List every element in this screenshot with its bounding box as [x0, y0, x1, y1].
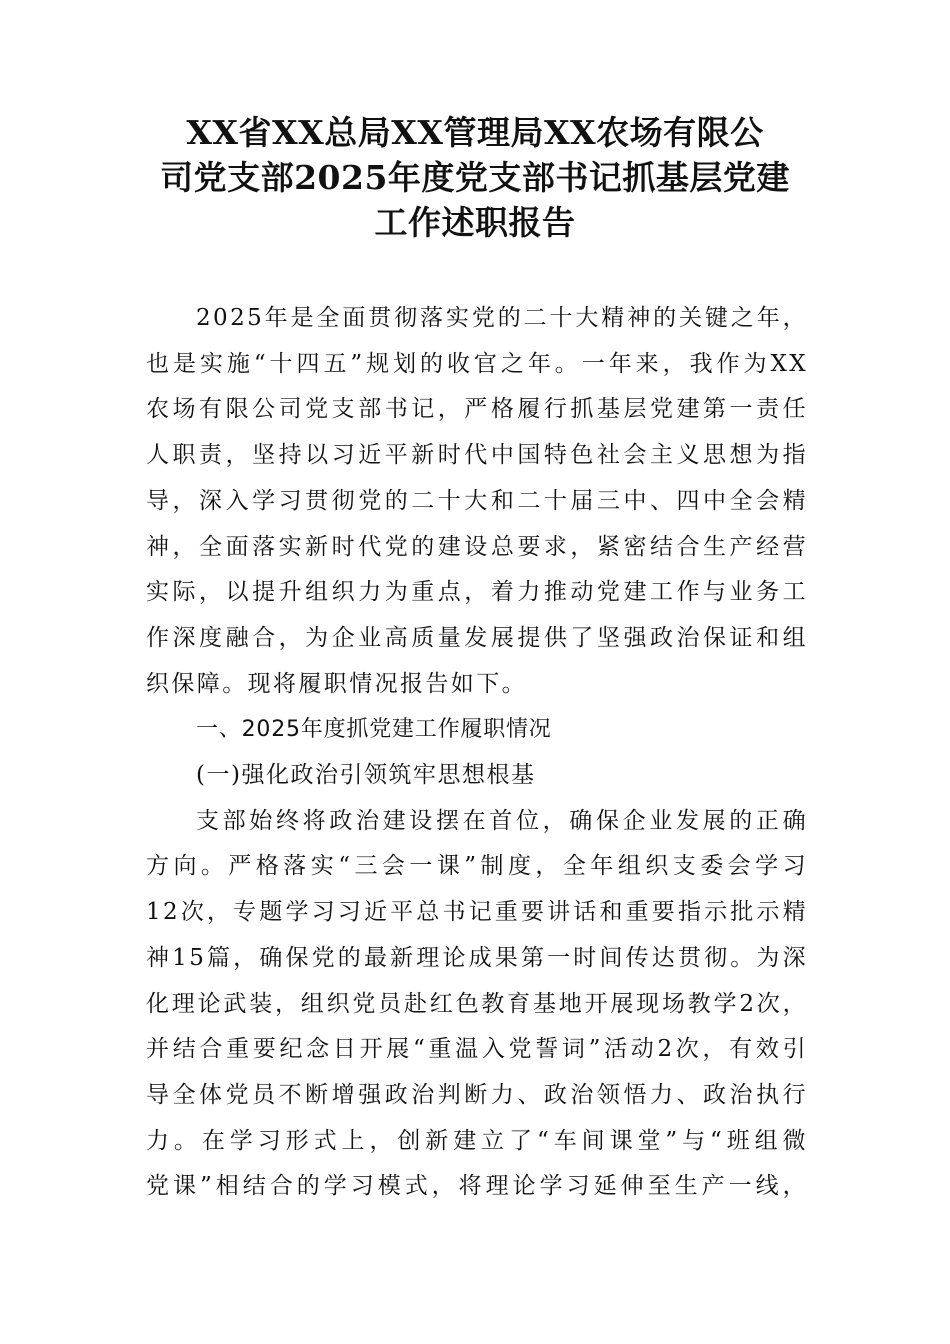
text-line: 导全体党员不断增强政治判断力、政治领悟力、政治执行: [146, 1081, 808, 1108]
text-line: 神，全面落实新时代党的建设总要求，紧密结合生产经营: [146, 533, 808, 560]
text-line: 作深度融合，为企业高质量发展提供了坚强政治保证和组: [146, 624, 808, 651]
text-line: 也是实施“十四五”规划的收官之年。一年来，我作为XX: [146, 350, 808, 377]
text-line: 12次，专题学习习近平总书记重要讲话和重要指示批示精: [146, 899, 808, 926]
text-line: 人职责，坚持以习近平新时代中国特色社会主义思想为指: [146, 442, 808, 469]
text-line: 实际，以提升组织力为重点，着力推动党建工作与业务工: [146, 579, 808, 606]
title-line: XX省XX总局XX管理局XX农场有限公: [186, 113, 764, 152]
text-line: 党课”相结合的学习模式，将理论学习延伸至生产一线，: [146, 1173, 808, 1200]
text-line: 并结合重要纪念日开展“重温入党誓词”活动2次，有效引: [146, 1036, 808, 1063]
document-title: [120, 110, 830, 245]
text-line: 导，深入学习贯彻党的二十大和二十届三中、四中全会精: [146, 487, 808, 514]
text-line: 支部始终将政治建设摆在首位，确保企业发展的正确: [196, 807, 808, 834]
text-line: 方向。严格落实“三会一课”制度，全年组织支委会学习: [146, 853, 808, 880]
section-paragraph: [146, 799, 808, 1210]
subsection-heading: (一)强化政治引领筑牢思想根基: [196, 762, 536, 789]
intro-paragraph: [146, 296, 808, 707]
title-line: 工作述职报告: [374, 203, 576, 242]
text-line: 织保障。现将履职情况报告如下。: [146, 670, 527, 697]
document-body: [146, 296, 808, 1210]
section-heading: 一、2025年度抓党建工作履职情况: [196, 717, 552, 743]
title-line: 司党支部2025年度党支部书记抓基层党建: [160, 158, 790, 197]
text-line: 力。在学习形式上，创新建立了“车间课堂”与“班组微: [146, 1127, 808, 1154]
text-line: 化理论武装，组织党员赴红色教育基地开展现场教学2次，: [146, 990, 808, 1017]
text-line: 2025年是全面贯彻落实党的二十大精神的关键之年，: [196, 305, 808, 331]
text-line: 农场有限公司党支部书记，严格履行抓基层党建第一责任: [146, 396, 808, 423]
text-line: 神15篇，确保党的最新理论成果第一时间传达贯彻。为深: [146, 944, 808, 971]
